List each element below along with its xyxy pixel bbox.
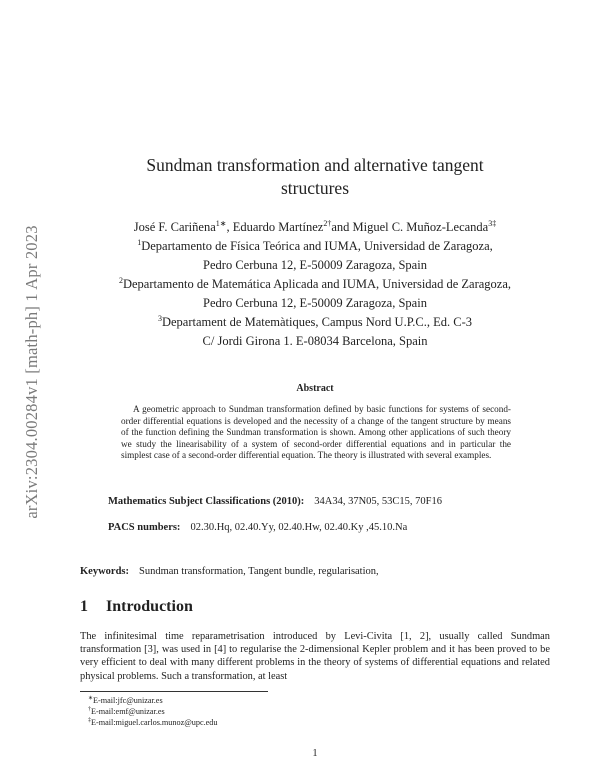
- author-3-mark: 3‡: [488, 218, 497, 228]
- author-2-mark: 2†: [323, 218, 332, 228]
- affiliation-1-mark: 1: [137, 237, 142, 247]
- affiliation-3-line-2: C/ Jordi Girona 1. E-08034 Barcelona, Spain: [202, 334, 428, 348]
- paper-title: [80, 154, 550, 200]
- affiliation-3-mark: 3: [157, 313, 162, 323]
- affiliation-2: [80, 275, 550, 313]
- affiliation-2-mark: 2: [118, 275, 123, 285]
- msc-value: 34A34, 37N05, 53C15, 70F16: [314, 496, 443, 507]
- keywords-label: Keywords:: [80, 566, 129, 577]
- footnote-2: [88, 707, 165, 716]
- title-line-2: structures: [280, 178, 350, 198]
- section-number: 1: [80, 598, 88, 615]
- footnote-3-mark: ‡: [88, 717, 91, 724]
- keywords-value: Sundman transformation, Tangent bundle, regularisation,: [139, 566, 379, 577]
- page-number: 1: [312, 748, 318, 759]
- arxiv-stamp-text: arXiv:2304.00284v1 [math-ph] 1 Apr 2023: [22, 225, 41, 519]
- keywords-line: [80, 566, 379, 577]
- author-block: [80, 218, 550, 351]
- footnote-rule: [80, 691, 268, 692]
- intro-paragraph: The infinitesimal time reparametrisation introduced by Levi-Civita [1, 2], usually called Sundman transformation [3], was used in [4] to regularise the 2-dimensional Kepler problem and it has been proved to be very efficient to deal with many different problems in the theory of systems of differential equations and related physical problems. Such a transformation, at least: [80, 631, 550, 682]
- affiliation-2-line-2: Pedro Cerbuna 12, E-50009 Zaragoza, Spain: [203, 296, 427, 310]
- author-1: José F. Cariñena: [133, 220, 216, 234]
- affiliation-3: [80, 313, 550, 351]
- footnote-1-text: E-mail:jfc@unizar.es: [93, 696, 163, 705]
- pacs-label: PACS numbers:: [108, 522, 181, 533]
- footnote-3-text: E-mail:miguel.carlos.munoz@upc.edu: [91, 718, 218, 727]
- affiliation-1-line-2: Pedro Cerbuna 12, E-50009 Zaragoza, Spain: [203, 258, 427, 272]
- abstract-text: A geometric approach to Sundman transformation defined by basic functions for systems of second-order differential equations is developed and the necessity of a change of the tangent structure by means of the function defining the Sundman transformation is shown. Among other applications of such theory we study the linearisability of a system of second-order differential equations and in particular the simplest case of a second-order differential equation. The theory is illustrated with several examples.: [121, 404, 511, 461]
- arxiv-stamp: [18, 182, 46, 562]
- author-3: and Miguel C. Muñoz-Lecanda: [331, 220, 489, 234]
- affiliation-1: [80, 237, 550, 275]
- author-2: Eduardo Martínez: [232, 220, 324, 234]
- affiliation-3-line-1: Departament de Matemàtiques, Campus Nord U.P.C., Ed. C-3: [161, 315, 473, 329]
- title-line-1: Sundman transformation and alternative tangent: [146, 155, 484, 175]
- author-1-mark: 1∗: [215, 218, 227, 228]
- section-heading-introduction: [80, 598, 193, 616]
- affiliation-1-line-1: Departamento de Física Teórica and IUMA, Universidad de Zaragoza,: [141, 239, 493, 253]
- footnote-3: [88, 718, 217, 727]
- section-title: Introduction: [106, 598, 193, 615]
- footnote-1: [88, 696, 163, 705]
- footnote-1-mark: ∗: [88, 695, 94, 702]
- footnote-2-mark: †: [88, 706, 91, 713]
- affiliation-2-line-1: Departamento de Matemática Aplicada and IUMA, Universidad de Zaragoza,: [122, 277, 512, 291]
- msc-line: [108, 496, 442, 507]
- msc-label: Mathematics Subject Classifications (2010):: [108, 496, 305, 507]
- pacs-line: [108, 522, 407, 533]
- author-line: José F. Cariñena$^{1∗}$, Eduardo Martínez$^{2\dagger}$and Miguel C. Muñoz-Lecanda$^{3\ddagger}$: [133, 218, 497, 234]
- abstract-heading: Abstract: [296, 383, 334, 394]
- pacs-value: 02.30.Hq, 02.40.Yy, 02.40.Hw, 02.40.Ky ,45.10.Na: [190, 522, 408, 533]
- footnote-2-text: E-mail:emf@unizar.es: [91, 707, 165, 716]
